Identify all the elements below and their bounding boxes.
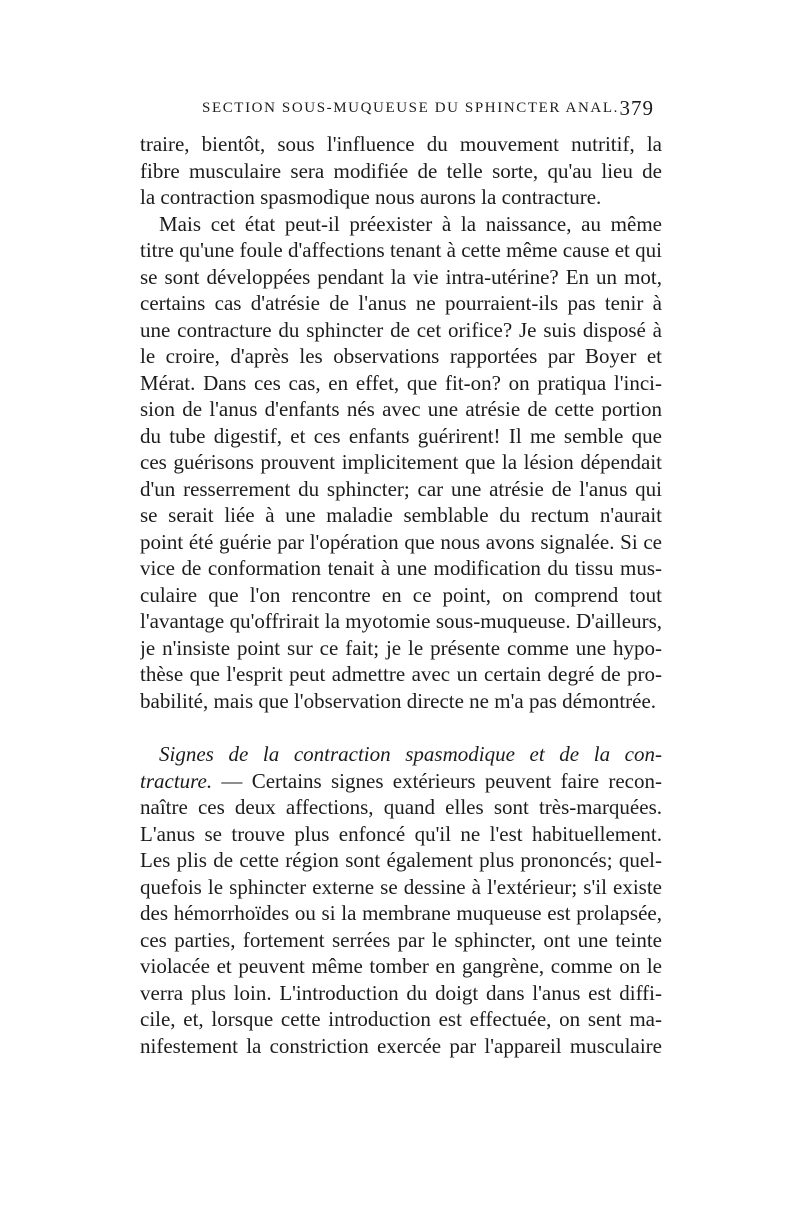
text-line: Les plis de cette région sont également plus prononcés; quel- (140, 848, 662, 872)
text-line: quefois le sphincter externe se dessine à l'extérieur; s'il existe (140, 874, 662, 899)
heading-italic-part: tracture. (140, 768, 213, 793)
text-line: je n'insiste point sur ce fait; je le présente comme une hypo- (140, 635, 662, 660)
heading-continuation-line (140, 768, 662, 795)
page-number: 379 (619, 96, 654, 120)
text-line: ces guérisons prouvent implicitement que la lésion dépendait (140, 450, 662, 474)
text-line: du tube digestif, et ces enfants guérirent! Il me semble que (140, 423, 662, 448)
text-line: Mérat. Dans ces cas, en effet, que fit-on? on pratiqua l'inci- (140, 370, 662, 395)
text-line: cile, et, lorsque cette introduction est effectuée, on sent ma- (140, 1007, 662, 1031)
text-line: une contracture du sphincter de cet orifice? Je suis disposé à (140, 317, 662, 342)
text-line: se serait liée à une maladie semblable du rectum n'aurait (140, 503, 662, 527)
text-line: naître ces deux affections, quand elles sont très-marquées. (140, 795, 662, 819)
text-line: Mais cet état peut-il préexister à la naissance, au même (159, 211, 662, 236)
text-line: babilité, mais que l'observation directe ne m'a pas démontrée. (140, 688, 657, 713)
section-signes (140, 741, 662, 1059)
text-line: verra plus loin. L'introduction du doigt dans l'anus est diffi- (140, 980, 662, 1005)
heading-roman-part: — Certains signes extérieurs peuvent faire recon- (212, 768, 662, 793)
text-line: L'anus se trouve plus enfoncé qu'il ne l'est habituellement. (140, 821, 662, 846)
text-line: vice de conformation tenait à une modification du tissu mus- (140, 556, 662, 580)
text-line: nifestement la constriction exercée par l'appareil musculaire (140, 1033, 662, 1058)
text-line: point été guérie par l'opération que nous avons signalée. Si ce (140, 529, 662, 554)
section-heading: Signes de la contraction spasmodique et de la con- (159, 742, 662, 766)
main-text (140, 131, 662, 714)
text-line: thèse que l'esprit peut admettre avec un certain degré de pro- (140, 662, 662, 686)
text-line: sion de l'anus d'enfants nés avec une atrésie de cette portion (140, 397, 662, 421)
text-line: certains cas d'atrésie de l'anus ne pourraient-ils pas tenir à (140, 291, 662, 315)
text-line: traire, bientôt, sous l'influence du mouvement nutritif, la (140, 132, 662, 156)
text-line: l'avantage qu'offrirait la myotomie sous-muqueuse. D'ailleurs, (140, 609, 662, 633)
text-line: se sont développées pendant la vie intra-utérine? En un mot, (140, 264, 662, 289)
text-line: violacée et peuvent même tomber en gangrène, comme on le (140, 954, 662, 978)
text-line: titre qu'une foule d'affections tenant à cette même cause et qui (140, 238, 662, 262)
text-line: d'un resserrement du sphincter; car une atrésie de l'anus qui (140, 476, 662, 501)
text-line: la contraction spasmodique nous aurons la contracture. (140, 185, 602, 209)
running-title: SECTION SOUS-MUQUEUSE DU SPHINCTER ANAL. (202, 100, 619, 116)
running-head (140, 96, 660, 126)
text-line: fibre musculaire sera modifiée de telle sorte, qu'au lieu de (140, 158, 662, 183)
text-line: le croire, d'après les observations rapportées par Boyer et (140, 344, 662, 368)
text-line: des hémorrhoïdes ou si la membrane muqueuse est prolapsée, (140, 901, 662, 925)
text-line: ces parties, fortement serrées par le sphincter, ont une teinte (140, 927, 662, 952)
text-line: culaire que l'on rencontre en ce point, on comprend tout (140, 582, 662, 607)
